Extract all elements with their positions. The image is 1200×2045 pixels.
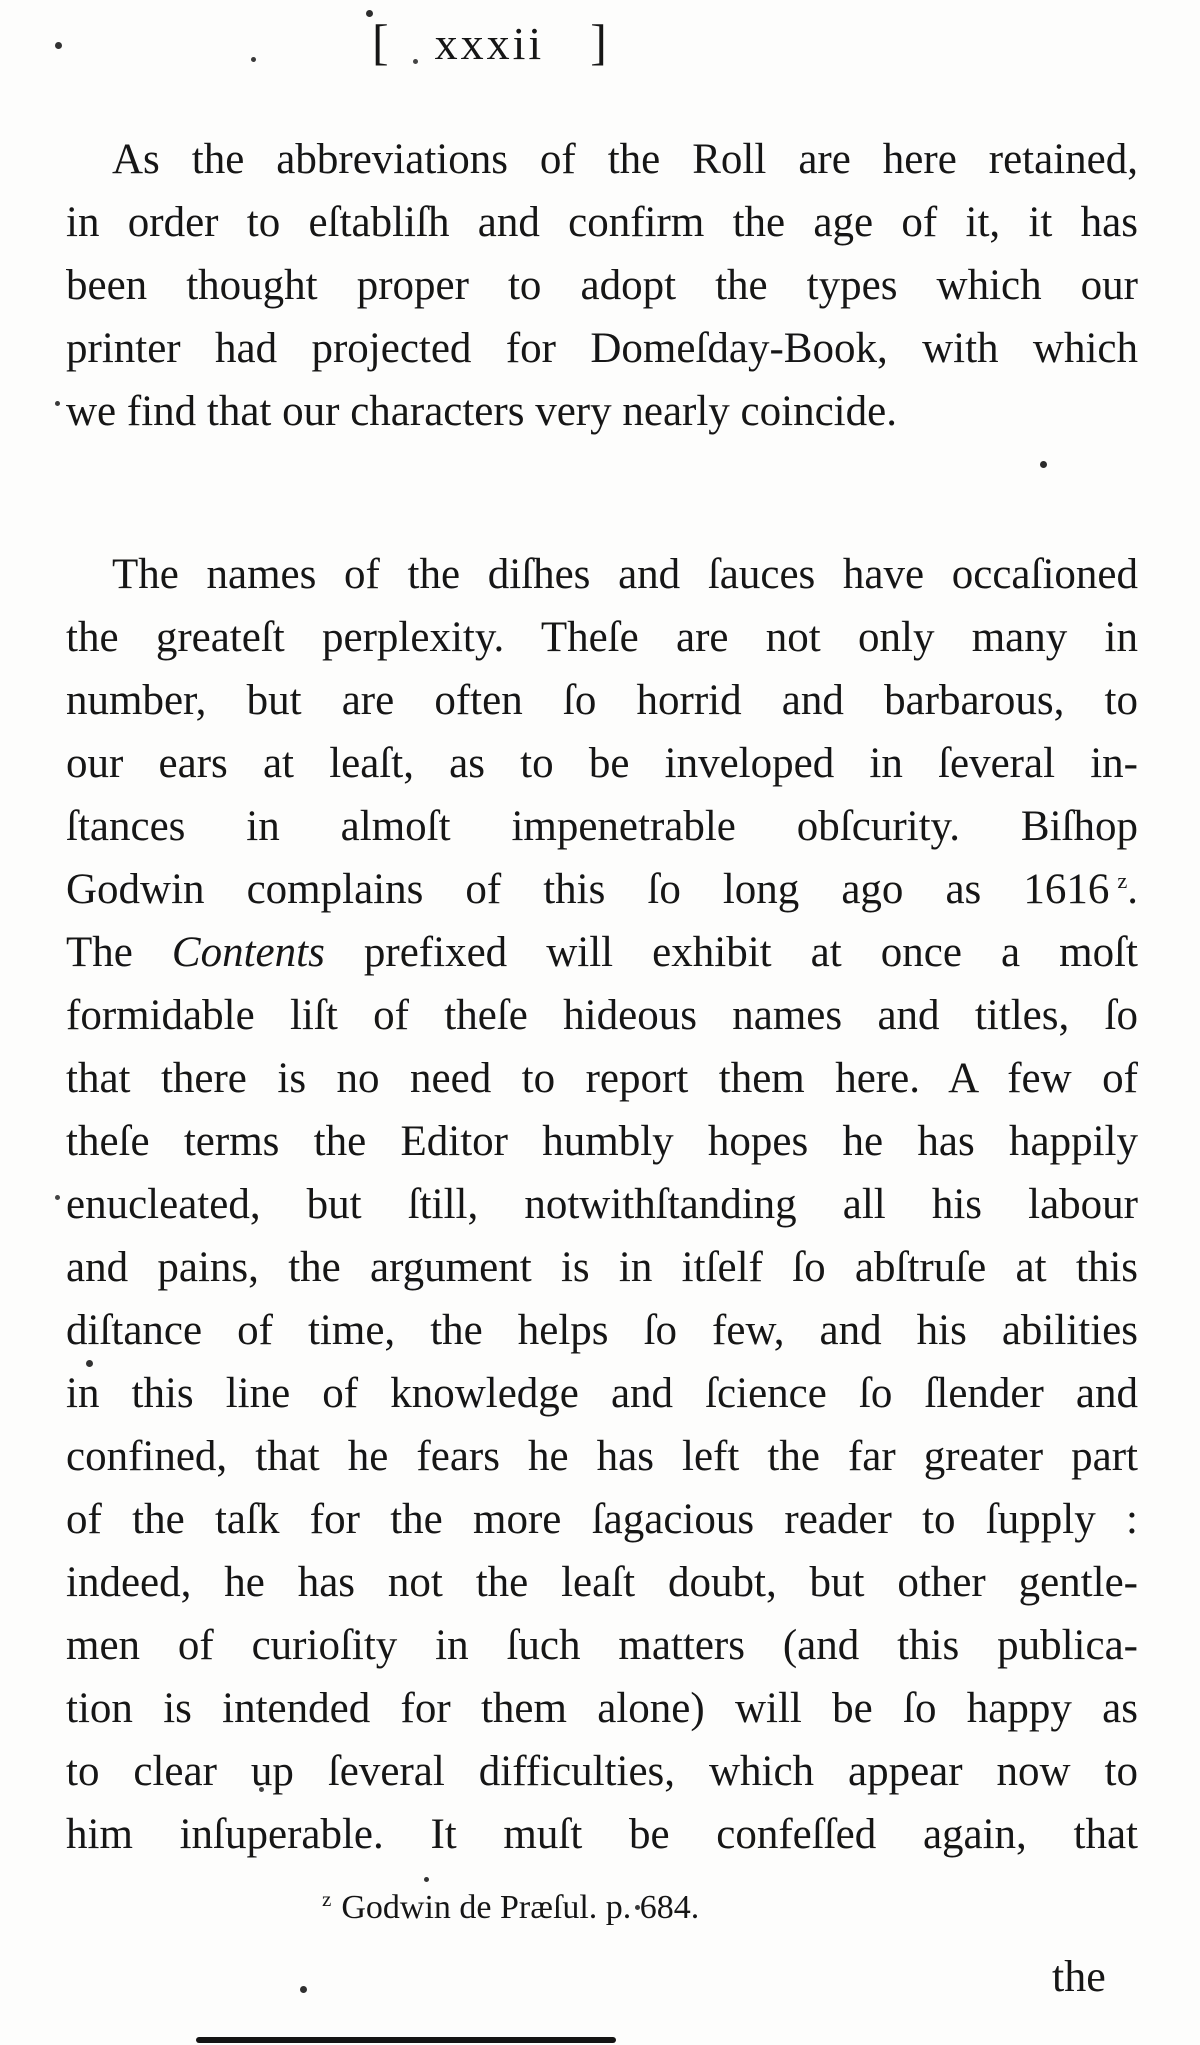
text-line: our ears at leaſt, as to be inveloped in ſeveral in- bbox=[66, 740, 1138, 787]
catchword: the bbox=[1052, 1952, 1106, 2001]
text-line: tion is intended for them alone) will be ſo happy as bbox=[66, 1685, 1138, 1732]
text-line: that there is no need to report them here. A few of bbox=[66, 1055, 1138, 1102]
paragraph-2 bbox=[66, 543, 1138, 1866]
paragraph-1 bbox=[66, 128, 1138, 443]
godwin-year: 1616 bbox=[1023, 866, 1110, 913]
left-bracket: [ bbox=[372, 14, 389, 70]
text-line: ſtances in almoſt impenetrable obſcurity. Biſhop bbox=[66, 803, 1138, 850]
page-number: xxxii bbox=[434, 18, 545, 69]
text-line: to clear up ſeveral difficulties, which appear now to bbox=[66, 1748, 1138, 1795]
scan-specks bbox=[0, 0, 3, 3]
text-line: theſe terms the Editor humbly hopes he has happily bbox=[66, 1118, 1138, 1165]
footnote-reference-mark: z bbox=[1117, 867, 1128, 893]
contents-before: The bbox=[66, 929, 172, 976]
text-line: men of curioſity in ſuch matters (and this publica- bbox=[66, 1622, 1138, 1669]
text-line: As the abbreviations of the Roll are here retained, bbox=[112, 136, 1138, 183]
text-line: diſtance of time, the helps ſo few, and his abilities bbox=[66, 1307, 1138, 1354]
text-line: in order to eſtabliſh and confirm the age of it, it has bbox=[66, 199, 1138, 246]
text-line: of the taſk for the more ſagacious reader to ſupply : bbox=[66, 1496, 1138, 1543]
text-line: indeed, he has not the leaſt doubt, but other gentle- bbox=[66, 1559, 1138, 1606]
text-line-godwin bbox=[66, 858, 1138, 921]
text-line: we find that our characters very nearly coincide. bbox=[66, 388, 897, 435]
text-line: printer had projected for Domeſday-Book, with which bbox=[66, 325, 1138, 372]
text-line: enucleated, but ſtill, notwithſtanding all his labour bbox=[66, 1181, 1138, 1228]
text-line: the greateſt perplexity. Theſe are not only many in bbox=[66, 614, 1138, 661]
godwin-period: . bbox=[1127, 866, 1138, 913]
scan-artifact-line bbox=[196, 2037, 616, 2043]
text-line: been thought proper to adopt the types which our bbox=[66, 262, 1138, 309]
godwin-text: Godwin complains of this ſo long ago as bbox=[66, 866, 1024, 913]
text-line: number, but are often ſo horrid and barbarous, to bbox=[66, 677, 1138, 724]
text-block bbox=[66, 128, 1138, 1866]
text-line: and pains, the argument is in itſelf ſo abſtruſe at this bbox=[66, 1244, 1138, 1291]
footnote-text: Godwin de Præſul. p. 684. bbox=[341, 1889, 700, 1926]
text-line-contents bbox=[66, 921, 1138, 984]
right-bracket: ] bbox=[590, 14, 607, 70]
footnote bbox=[322, 1888, 699, 1928]
page-header bbox=[372, 16, 607, 70]
text-line: in this line of knowledge and ſcience ſo ſlender and bbox=[66, 1370, 1138, 1417]
text-line: formidable liſt of theſe hideous names and titles, ſo bbox=[66, 992, 1138, 1039]
contents-italic: Contents bbox=[171, 929, 325, 976]
footnote-mark: z bbox=[322, 1886, 332, 1911]
contents-after: prefixed will exhibit at once a moſt bbox=[324, 929, 1138, 976]
text-line: The names of the diſhes and ſauces have occaſioned bbox=[112, 551, 1138, 598]
text-line: him inſuperable. It muſt be confeſſed again, that bbox=[66, 1811, 1138, 1858]
text-line: confined, that he fears he has left the far greater part bbox=[66, 1433, 1138, 1480]
